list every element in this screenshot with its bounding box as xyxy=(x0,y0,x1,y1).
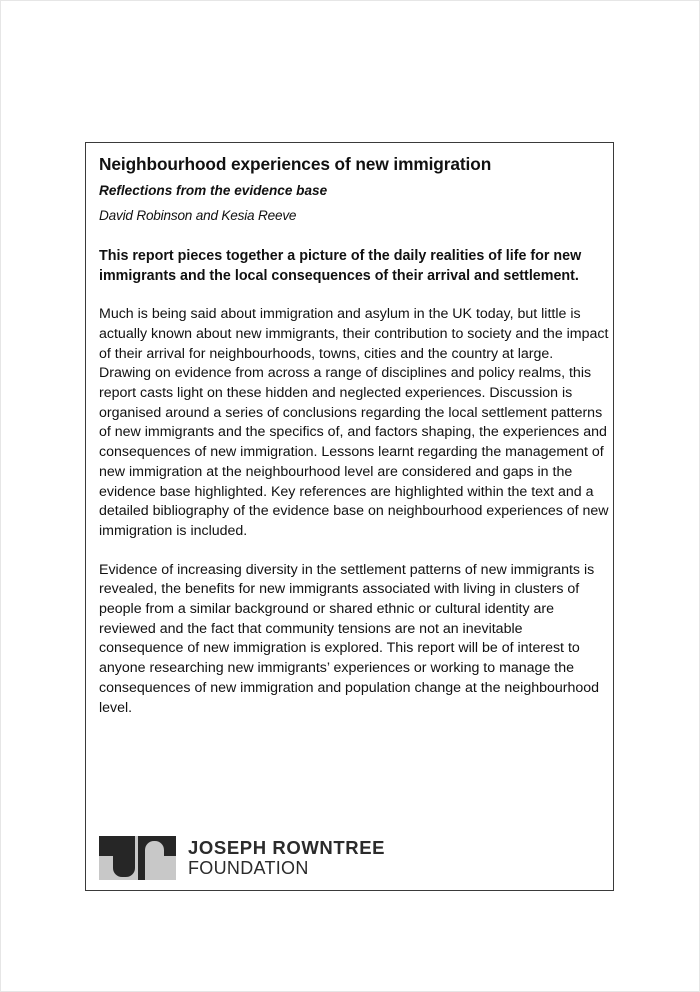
body-paragraph-1: Much is being said about immigration and asylum in the UK today, but little is actually known about new immigrants, their contribution to society and the impact of their arrival for neighbourhoods, towns, cities and the country at large. Drawing on evidence from across a range of disciplines and policy realms, this report casts light on these hidden and neglected experiences. Discussion is organised around a series of conclusions regarding the local settlement patterns of new immigrants and the specifics of, and factors shaping, the experiences and consequences of new immigration. Lessons learnt regarding the management of new immigration at the neighbourhood level are considered and gaps in the evidence base highlighted. Key references are highlighted within the text and a detailed bibliography of the evidence base on neighbourhood experiences of new immigration is included. xyxy=(99,306,609,539)
jrf-logo xyxy=(99,836,385,880)
logo-wordmark xyxy=(188,839,385,877)
body-paragraph-2: Evidence of increasing diversity in the settlement patterns of new immigrants is revealed, the benefits for new immigrants associated with living in clusters of people from a similar background or shared ethnic or cultural identity are reviewed and the fact that community tensions are not an inevitable consequence of new immigration is explored. This report will be of interest to anyone researching new immigrants’ experiences or working to manage the consequences of new immigration and population change at the neighbourhood level. xyxy=(99,561,600,716)
document-subtitle: Reflections from the evidence base xyxy=(99,183,328,198)
summary-frame xyxy=(85,142,614,891)
lead-paragraph: This report pieces together a picture of the daily realities of life for new immigrants and the local consequences of their arrival and settlement. xyxy=(99,248,582,284)
document-title: Neighbourhood experiences of new immigration xyxy=(99,154,492,174)
document-authors: David Robinson and Kesia Reeve xyxy=(99,208,297,223)
logo-text-line1: JOSEPH ROWNTREE xyxy=(188,837,386,859)
logo-text-line2: FOUNDATION xyxy=(188,857,309,878)
jrf-logo-mark-icon xyxy=(99,836,176,880)
summary-content xyxy=(99,151,609,718)
